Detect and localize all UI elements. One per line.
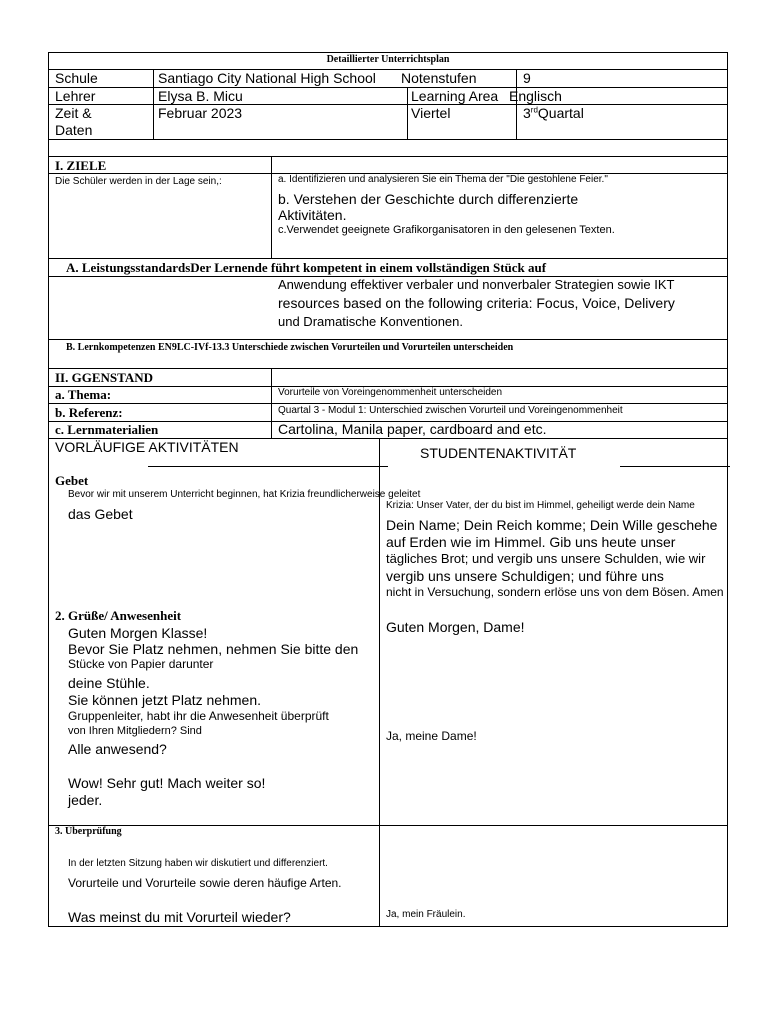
review-student-line1: Ja, mein Fräulein. [386,909,466,920]
goals-intro: Die Schüler werden in der Lage sein,: [55,176,222,187]
time-value: Februar 2023 [158,105,243,121]
review-heading: 3. Überprüfung [55,826,122,837]
prayer-student-line6: nicht in Versuchung, sondern erlöse uns von dem Bösen. Amen [386,585,724,599]
theme-label: a. Thema: [55,387,112,402]
greet-teacher-line5: Sie können jetzt Platz nehmen. [68,692,262,708]
prayer-student-line2: Dein Name; Dein Reich komme; Dein Wille geschehe [386,517,718,533]
prayer-student-line4: tägliches Brot; und vergib uns unsere Schulden, wie wir [386,551,706,566]
quarter-number: 3 [523,105,531,121]
greet-teacher-line3: Stücke von Papier darunter [68,657,214,671]
goal-b-line2: Aktivitäten. [278,207,347,223]
prayer-student-line3: auf Erden wie im Himmel. Gib uns heute unser [386,534,676,550]
subject-heading: II. GGENSTAND [55,370,154,385]
page-title: Detaillierter Unterrichtsplan [326,54,450,65]
grade-value: 9 [523,70,531,86]
prayer-student-line5: vergib uns unsere Schuldigen; und führe uns [386,568,664,584]
prayer-teacher-line1: Bevor wir mit unserem Unterricht beginnen, hat Krizia freundlicherweise geleitet [68,489,421,500]
greet-teacher-line6: Gruppenleiter, habt ihr die Anwesenheit überprüft [68,709,329,723]
review-teacher-line1: In der letzten Sitzung haben wir diskutiert und differenziert. [68,858,328,869]
goal-c: c.Verwendet geeignete Grafikorganisatoren in den gelesenen Texten. [278,224,615,236]
materials-label: c. Lernmaterialien [55,422,159,437]
greet-teacher-line7: von Ihren Mitgliedern? Sind [68,725,202,737]
materials-value: Cartolina, Manila paper, cardboard and etc. [278,421,547,437]
greet-teacher-line10: jeder. [68,792,103,808]
prayer-student-line1: Krizia: Unser Vater, der du bist im Himmel, geheiligt werde dein Name [386,500,695,511]
greet-teacher-line9: Wow! Sehr gut! Mach weiter so! [68,775,266,791]
greet-student-line2: Ja, meine Dame! [386,729,477,743]
prayer-teacher-line2: das Gebet [68,506,133,522]
goal-a: a. Identifizieren und analysieren Sie ein Thema der "Die gestohlene Feier." [278,174,608,185]
quarter-label: Viertel [411,105,451,121]
teacher-value: Elysa B. Micu [158,88,243,104]
quarter-value [523,105,584,121]
area-value: Englisch [509,88,562,104]
competencies-text: B. Lernkompetenzen EN9LC-IVf-13.3 Unterschiede zwischen Vorurteilen und Vorurteilen unterscheiden [66,342,514,353]
preliminary-activities-header: VORLÄUFIGE AKTIVITÄTEN [55,439,239,455]
greet-student-line1: Guten Morgen, Dame! [386,619,525,635]
standards-line2: resources based on the following criteria: Focus, Voice, Delivery [278,295,675,311]
teacher-label: Lehrer [55,88,96,104]
school-value: Santiago City National High School [158,70,376,86]
goals-heading: I. ZIELE [55,158,107,173]
greet-teacher-line8: Alle anwesend? [68,741,167,757]
quarter-word: Quartal [537,105,584,121]
prayer-heading: Gebet [55,473,89,488]
time-label: Zeit & [55,105,92,121]
quarter-suffix: rd [530,105,538,115]
greetings-heading: 2. Grüße/ Anwesenheit [55,608,182,623]
standards-heading: A. LeistungsstandardsDer Lernende führt kompetent in einem vollständigen Stück auf [66,260,547,275]
goal-b-line1: b. Verstehen der Geschichte durch differenzierte [278,191,579,207]
greet-teacher-line1: Guten Morgen Klasse! [68,625,208,641]
school-label: Schule [55,70,98,86]
reference-value: Quartal 3 - Modul 1: Unterschied zwischen Vorurteil und Voreingenommenheit [278,405,623,416]
grade-label: Notenstufen [401,70,477,86]
review-teacher-line3: Was meinst du mit Vorurteil wieder? [68,909,291,925]
standards-line3: und Dramatische Konventionen. [278,314,464,329]
reference-label: b. Referenz: [55,405,123,420]
greet-teacher-line4: deine Stühle. [68,675,150,691]
standards-line1: Anwendung effektiver verbaler und nonverbaler Strategien sowie IKT [278,277,675,292]
greet-teacher-line2: Bevor Sie Platz nehmen, nehmen Sie bitte den [68,641,359,657]
theme-value: Vorurteile von Voreingenommenheit unterscheiden [278,387,503,398]
time-label-2: Daten [55,122,93,138]
area-label: Learning Area [411,88,499,104]
review-teacher-line2: Vorurteile und Vorurteile sowie deren häufige Arten. [68,876,342,890]
student-activity-header: STUDENTENAKTIVITÄT [420,445,577,461]
